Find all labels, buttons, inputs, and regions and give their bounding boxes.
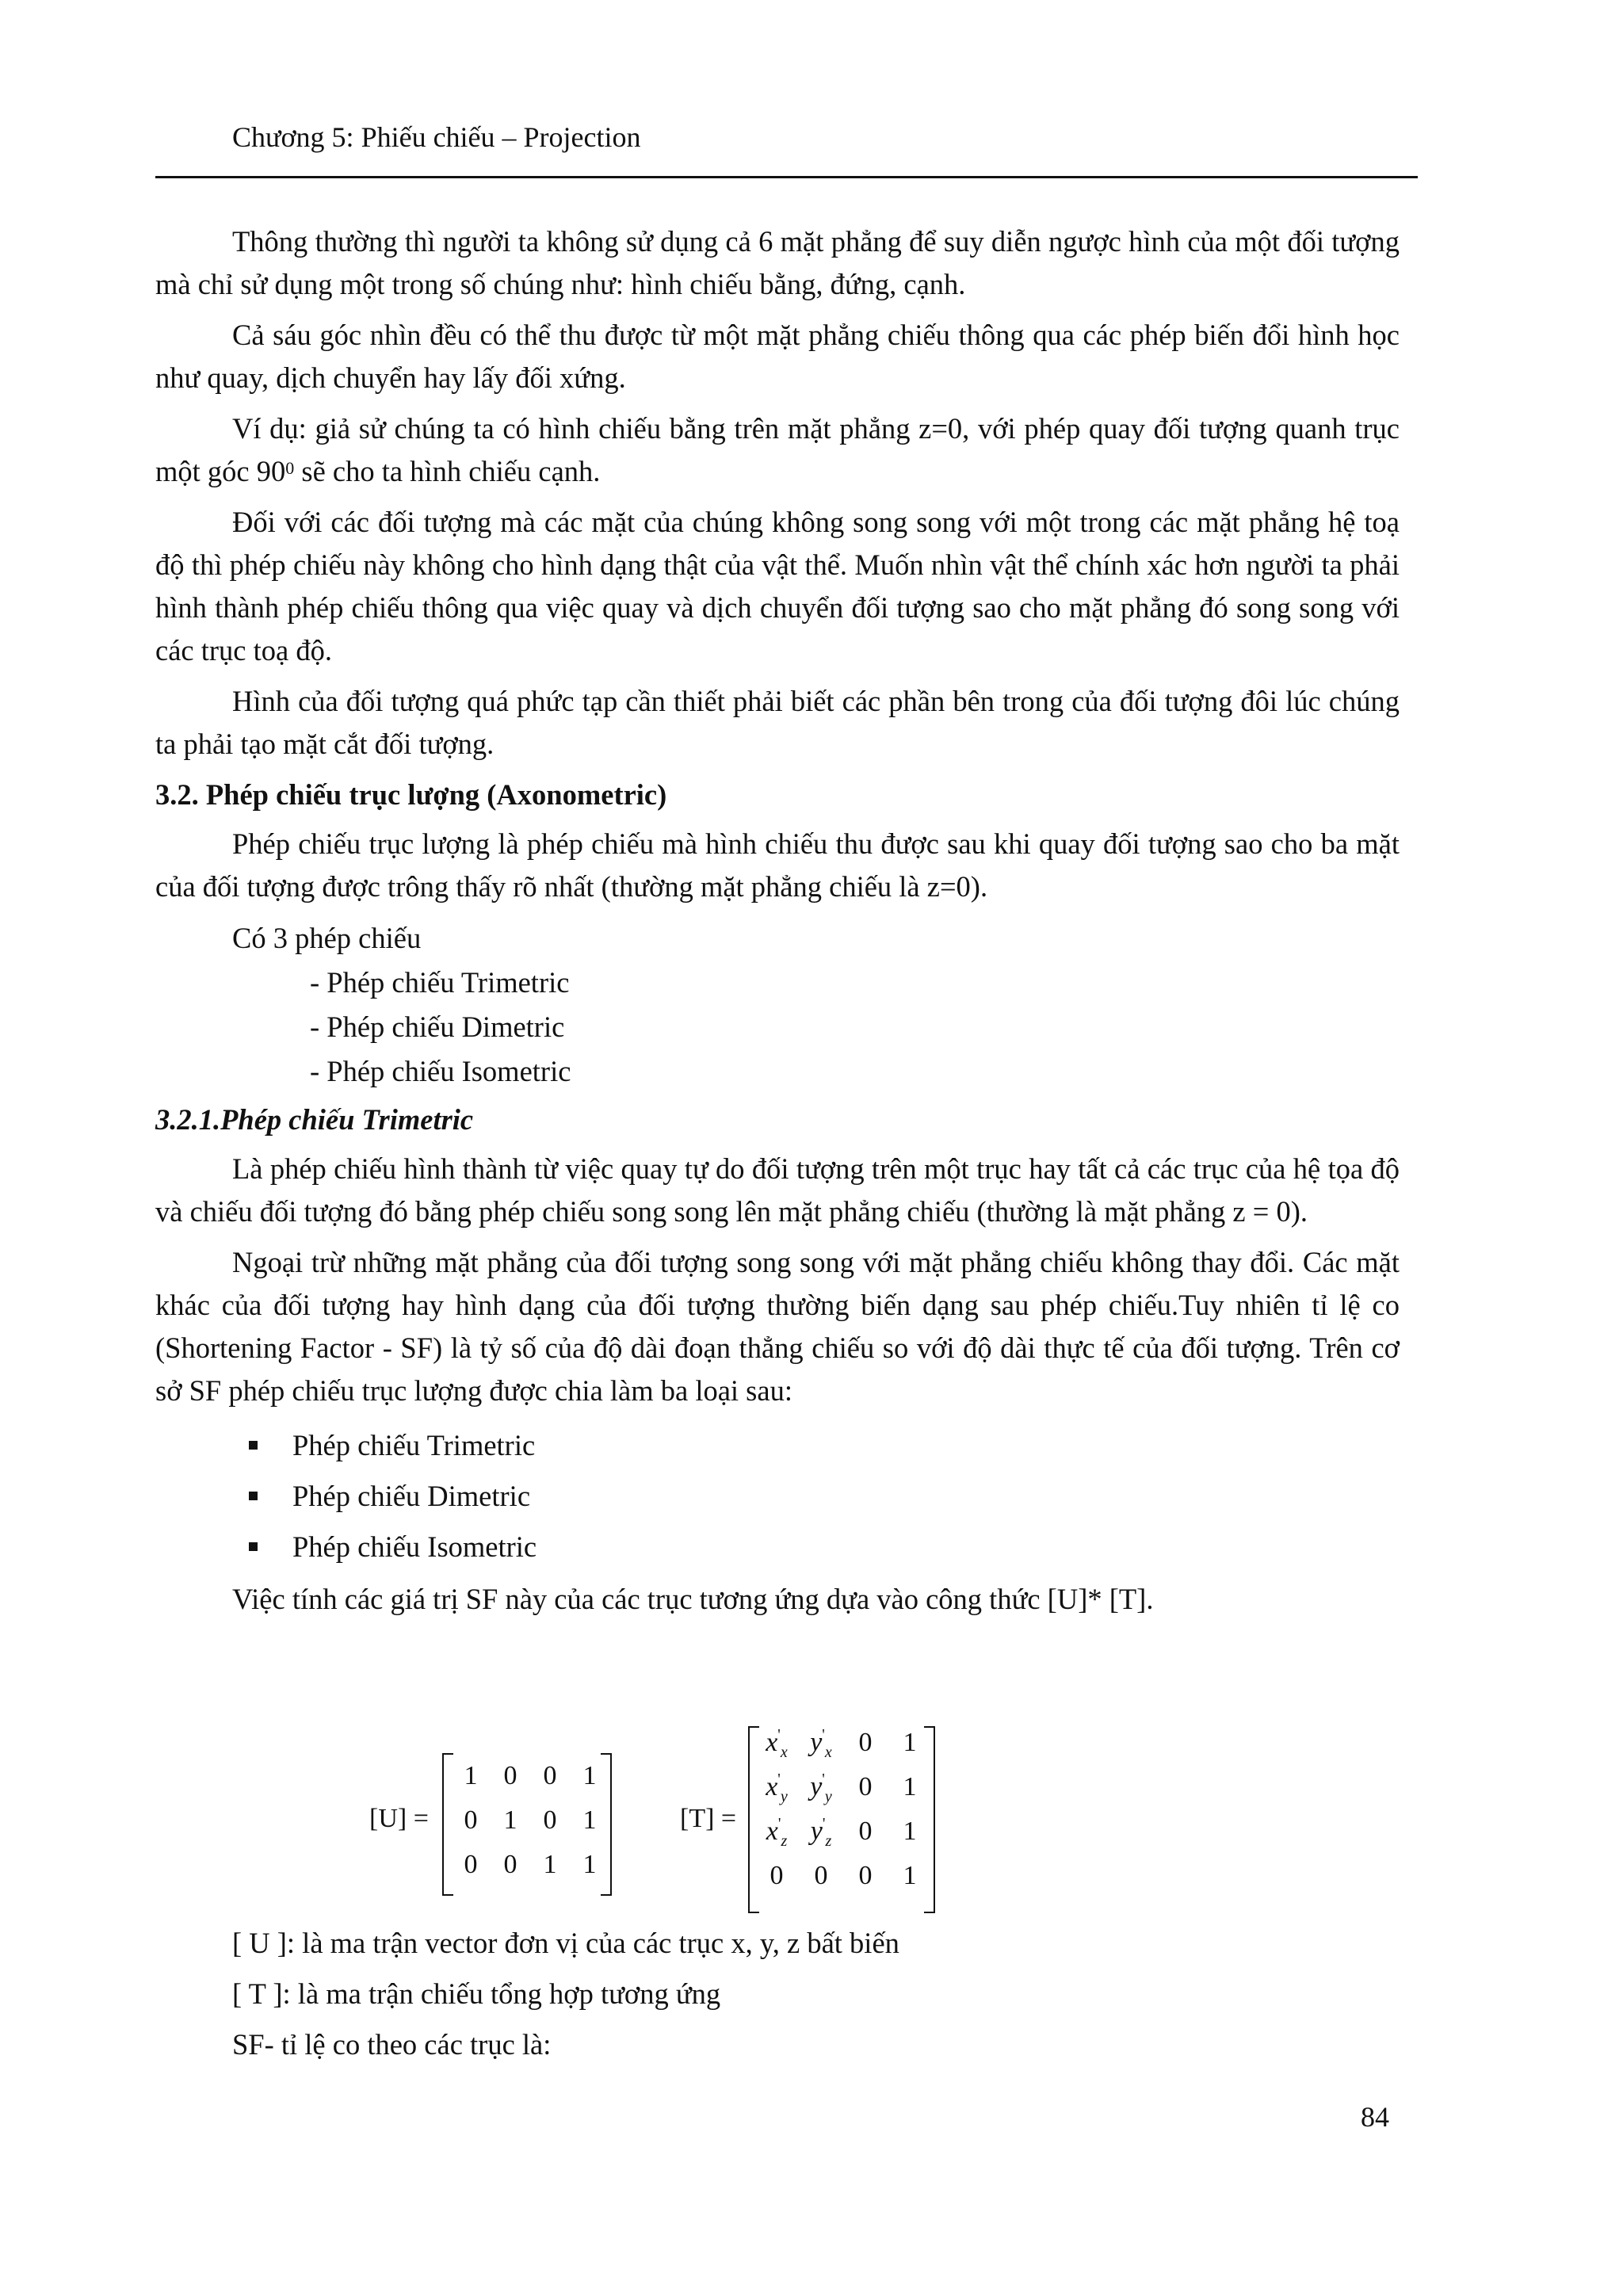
matrix-u-cell: 1 bbox=[464, 1761, 478, 1790]
square-bullet-icon bbox=[249, 1542, 258, 1551]
matrix-u-cell: 1 bbox=[582, 1850, 597, 1879]
matrix-u-cell: 1 bbox=[543, 1850, 557, 1879]
paragraph: [ T ]: là ma trận chiếu tổng hợp tương ứng bbox=[232, 1977, 721, 2010]
paragraph: Ngoại trừ những mặt phẳng của đối tượng song song với mặt phẳng chiếu không thay đổi. Các mặt khác của đối tượng hay hình dạng của đối tượng thường biến dạng sau phép chiếu.Tuy nhiên tỉ lệ co (Shortening Factor - SF) là tỷ số của độ dài đoạn thẳng chiếu so với độ dài thực tế của đối tượng. Trên cơ sở SF phép chiếu trục lượng được chia làm ba loại sau: bbox=[155, 1246, 1400, 1407]
square-bullet-icon bbox=[249, 1492, 258, 1500]
matrix-t-label: [T] = bbox=[680, 1804, 737, 1833]
paragraph: Là phép chiếu hình thành từ việc quay tự do đối tượng trên một trục hay tất cả các trục của hệ tọa độ và chiếu đối tượng đó bằng phép chiếu song song lên mặt phẳng chiếu (thường là mặt phẳng z = 0). bbox=[155, 1152, 1400, 1228]
matrix-equations bbox=[349, 1726, 967, 1908]
matrix-u-cell: 0 bbox=[503, 1761, 517, 1790]
paragraph: Việc tính các giá trị SF này của các trục tương ứng dựa vào công thức [U]* [T]. bbox=[232, 1583, 1154, 1615]
paragraph: Phép chiếu trục lượng là phép chiếu mà hình chiếu thu được sau khi quay đối tượng sao cho ba mặt của đối tượng được trông thấy rõ nhất (thường mặt phẳng chiếu là z=0). bbox=[155, 827, 1400, 903]
dash-list-item: - Phép chiếu Isometric bbox=[310, 1055, 571, 1087]
paragraph: SF- tỉ lệ co theo các trục là: bbox=[232, 2028, 552, 2061]
matrix-u-cell: 0 bbox=[543, 1805, 557, 1835]
matrix-u-cell: 0 bbox=[543, 1761, 557, 1790]
chapter-header: Chương 5: Phiếu chiếu – Projection bbox=[232, 121, 641, 153]
matrix-t-cell: $x'_y$ bbox=[766, 1771, 788, 1805]
list-intro: Có 3 phép chiếu bbox=[232, 922, 422, 954]
matrix-u-cell: 1 bbox=[582, 1805, 597, 1835]
matrix-t-cell: $y'_z$ bbox=[810, 1815, 832, 1850]
matrix-t-cell: $y'_x$ bbox=[810, 1726, 832, 1761]
page-body bbox=[155, 220, 1400, 1622]
matrix-u-cell: 1 bbox=[503, 1805, 517, 1835]
matrix-u-cell: 1 bbox=[582, 1761, 597, 1790]
matrix-t-cell: $x'_x$ bbox=[766, 1726, 788, 1761]
paragraph-text: Ví dụ: giả sử chúng ta có hình chiếu bằng trên mặt phẳng z=0, với phép quay đối tượng quanh trục một góc 90 bbox=[155, 412, 1400, 487]
section-heading: 3.2. Phép chiếu trục lượng (Axonometric) bbox=[155, 778, 667, 811]
matrix-t-cell: 1 bbox=[903, 1772, 917, 1801]
matrix-u-label: [U] = bbox=[369, 1804, 429, 1833]
list-item: Phép chiếu Dimetric bbox=[155, 1471, 1400, 1522]
matrix-t-cell: $x'_z$ bbox=[766, 1815, 788, 1850]
matrix-t-cell: 0 bbox=[858, 1772, 873, 1801]
dash-list-item: - Phép chiếu Trimetric bbox=[310, 966, 570, 999]
page-number: 84 bbox=[1361, 2101, 1389, 2133]
dash-list-item: - Phép chiếu Dimetric bbox=[310, 1010, 565, 1043]
subsection-heading: 3.2.1.Phép chiếu Trimetric bbox=[155, 1103, 474, 1136]
matrix-u-left-bracket bbox=[442, 1753, 453, 1896]
list-item: Phép chiếu Trimetric bbox=[155, 1420, 1400, 1471]
matrix-u-cell: 0 bbox=[464, 1850, 478, 1879]
paragraph: [ U ]: là ma trận vector đơn vị của các trục x, y, z bất biến bbox=[232, 1927, 899, 1959]
paragraph bbox=[155, 407, 1400, 493]
matrix-t-right-bracket bbox=[924, 1726, 935, 1913]
paragraph: Đối với các đối tượng mà các mặt của chúng không song song với một trong các mặt phẳng hệ toạ độ thì phép chiếu này không cho hình dạng thật của vật thể. Muốn nhìn vật thể chính xác hơn người ta phải hình thành phép chiếu thông qua việc quay và dịch chuyển đối tượng sao cho mặt phẳng đó song song với các trục toạ độ. bbox=[155, 506, 1400, 667]
matrix-t-cell: 0 bbox=[769, 1861, 784, 1890]
paragraph: Thông thường thì người ta không sử dụng cả 6 mặt phẳng để suy diễn ngược hình của một đối tượng mà chỉ sử dụng một trong số chúng như: hình chiếu bằng, đứng, cạnh. bbox=[155, 225, 1400, 300]
square-bullet-icon bbox=[249, 1441, 258, 1450]
matrix-t-cell: 0 bbox=[858, 1817, 873, 1846]
paragraph-text: sẽ cho ta hình chiếu cạnh. bbox=[294, 455, 601, 487]
paragraph: Cả sáu góc nhìn đều có thể thu được từ một mặt phẳng chiếu thông qua các phép biến đổi hình học như quay, dịch chuyển hay lấy đối xứng. bbox=[155, 319, 1400, 394]
matrix-t-left-bracket bbox=[748, 1726, 759, 1913]
matrix-u-cell: 0 bbox=[464, 1805, 478, 1835]
bullet-list bbox=[155, 1420, 1400, 1572]
list-item: Phép chiếu Isometric bbox=[155, 1522, 1400, 1572]
matrix-t-cell: 1 bbox=[903, 1728, 917, 1757]
superscript-degree: 0 bbox=[285, 458, 295, 478]
matrix-t-cell: 0 bbox=[858, 1728, 873, 1757]
matrix-t-cell: 0 bbox=[814, 1861, 828, 1890]
matrix-t-cell: 1 bbox=[903, 1861, 917, 1890]
header-divider bbox=[155, 176, 1418, 178]
matrix-explanation bbox=[155, 1918, 1400, 2070]
matrix-t-cell: $y'_y$ bbox=[810, 1771, 832, 1805]
matrix-t-cell: 0 bbox=[858, 1861, 873, 1890]
matrix-t-cell: 1 bbox=[903, 1817, 917, 1846]
paragraph: Hình của đối tượng quá phức tạp cần thiết phải biết các phần bên trong của đối tượng đôi lúc chúng ta phải tạo mặt cắt đối tượng. bbox=[155, 685, 1400, 760]
matrix-u-cell: 0 bbox=[503, 1850, 517, 1879]
